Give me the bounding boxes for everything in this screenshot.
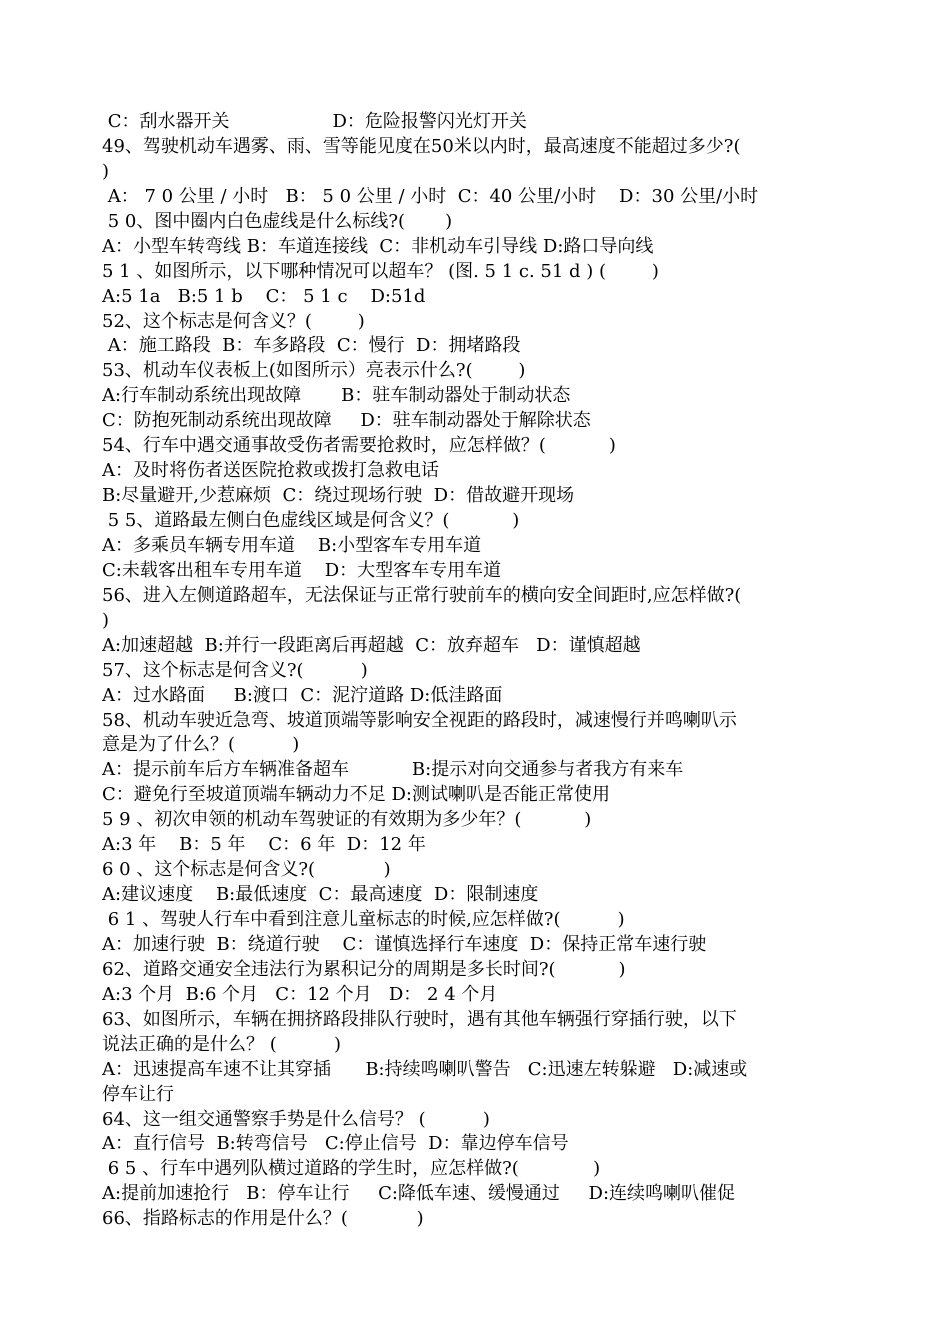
text-line: )	[102, 160, 110, 182]
text-line: A：迅速提高车速不让其穿插 B:持续鸣喇叭警告 C:迅速左转躲避 D:减速或	[102, 1058, 748, 1080]
text-line: A:3 个月 B:6 个月 C：12 个月 D： 2 4 个月	[102, 983, 498, 1005]
text-line: 58、机动车驶近急弯、坡道顶端等影响安全视距的路段时，减速慢行并鸣喇叭示	[102, 709, 737, 731]
text-line: 6 5 、行车中遇列队横过道路的学生时，应怎样做?( )	[102, 1158, 601, 1180]
text-line: A:建议速度 B:最低速度 C：最高速度 D：限制速度	[102, 884, 539, 906]
text-line: 停车让行	[102, 1083, 174, 1105]
text-line: A：及时将伤者送医院抢救或拨打急救电话	[102, 460, 439, 482]
text-line: 66、指路标志的作用是什么？( )	[102, 1208, 424, 1230]
text-line: 56、进入左侧道路超车，无法保证与正常行驶前车的横向安全间距时,应怎样做?(	[102, 584, 742, 606]
text-line: 49、驾驶机动车遇雾、雨、雪等能见度在50米以内时，最高速度不能超过多少?(	[102, 135, 741, 157]
text-line: 57、这个标志是何含义?( )	[102, 659, 368, 681]
text-line: C:未载客出租车专用车道 D：大型客车专用车道	[102, 559, 502, 581]
text-line: C：避免行至坡道顶端车辆动力不足 D:测试喇叭是否能正常使用	[102, 784, 610, 806]
text-line: A:加速超越 B:并行一段距离后再超越 C：放弃超车 D：谨慎超越	[102, 634, 641, 656]
text-line: A：提示前车后方车辆准备超车 B:提示对向交通参与者我方有来车	[102, 759, 684, 781]
text-line: 53、机动车仪表板上(如图所示）亮表示什么?( )	[102, 360, 526, 382]
text-line: A:3 年 B：5 年 C：6 年 D：12 年	[102, 834, 426, 856]
text-line: 6 0 、这个标志是何含义?( )	[102, 859, 391, 881]
text-line: A:5 1a B:5 1 b C： 5 1 c D:51d	[102, 285, 426, 307]
text-line: A:行车制动系统出现故障 B：驻车制动器处于制动状态	[102, 385, 571, 407]
text-line: A：加速行驶 B：绕道行驶 C：谨慎选择行车速度 D：保持正常车速行驶	[102, 933, 707, 955]
text-line: C：防抱死制动系统出现故障 D：驻车制动器处于解除状态	[102, 410, 591, 432]
text-line: 说法正确的是什么？ ( )	[102, 1033, 341, 1055]
text-line: C：刮水器开关 D：危险报警闪光灯开关	[102, 111, 527, 132]
text-line: 62、道路交通安全违法行为累积记分的周期是多长时间?( )	[102, 958, 626, 980]
text-line: 5 0、图中圈内白色虚线是什么标线?( )	[102, 210, 453, 232]
text-line: B:尽量避开,少惹麻烦 C：绕过现场行驶 D：借故避开现场	[102, 485, 575, 507]
text-line: 6 1 、驾驶人行车中看到注意儿童标志的时候,应怎样做?( )	[102, 909, 625, 930]
text-line: 54、行车中遇交通事故受伤者需要抢救时，应怎样做？( )	[102, 435, 616, 457]
text-line: 63、如图所示，车辆在拥挤路段排队行驶时，遇有其他车辆强行穿插行驶，以下	[102, 1008, 737, 1030]
text-line: 52、这个标志是何含义？( )	[102, 310, 365, 332]
text-line: )	[102, 609, 110, 631]
text-line: A：小型车转弯线 B：车道连接线 C：非机动车引导线 D:路口导向线	[102, 235, 654, 257]
text-line: A：过水路面 B:渡口 C：泥泞道路 D:低洼路面	[102, 684, 503, 706]
text-line: A：直行信号 B:转弯信号 C:停止信号 D：靠边停车信号	[102, 1133, 569, 1155]
text-line: 64、这一组交通警察手势是什么信号？ ( )	[102, 1108, 490, 1130]
question-text-block	[102, 110, 862, 1232]
text-line: A:提前加速抢行 B：停车让行 C:降低车速、缓慢通过 D:连续鸣喇叭催促	[102, 1183, 736, 1205]
text-line: A： 7 0 公里 / 小时 B： 5 0 公里 / 小时 C：40 公里/小时 D：30 公里/小时	[102, 185, 759, 207]
text-line: A：多乘员车辆专用车道 B:小型客车专用车道	[102, 534, 482, 556]
text-line: 5 1 、如图所示，以下哪种情况可以超车？ (图. 5 1 c. 51 d ) ( )	[102, 260, 659, 282]
text-line: 5 9 、初次申领的机动车驾驶证的有效期为多少年？( )	[102, 809, 592, 831]
text-line: 5 5、道路最左侧白色虚线区域是何含义？( )	[102, 510, 520, 531]
text-line: A：施工路段 B：车多路段 C：慢行 D：拥堵路段	[102, 335, 521, 357]
text-line: 意是为了什么？( )	[102, 734, 300, 756]
